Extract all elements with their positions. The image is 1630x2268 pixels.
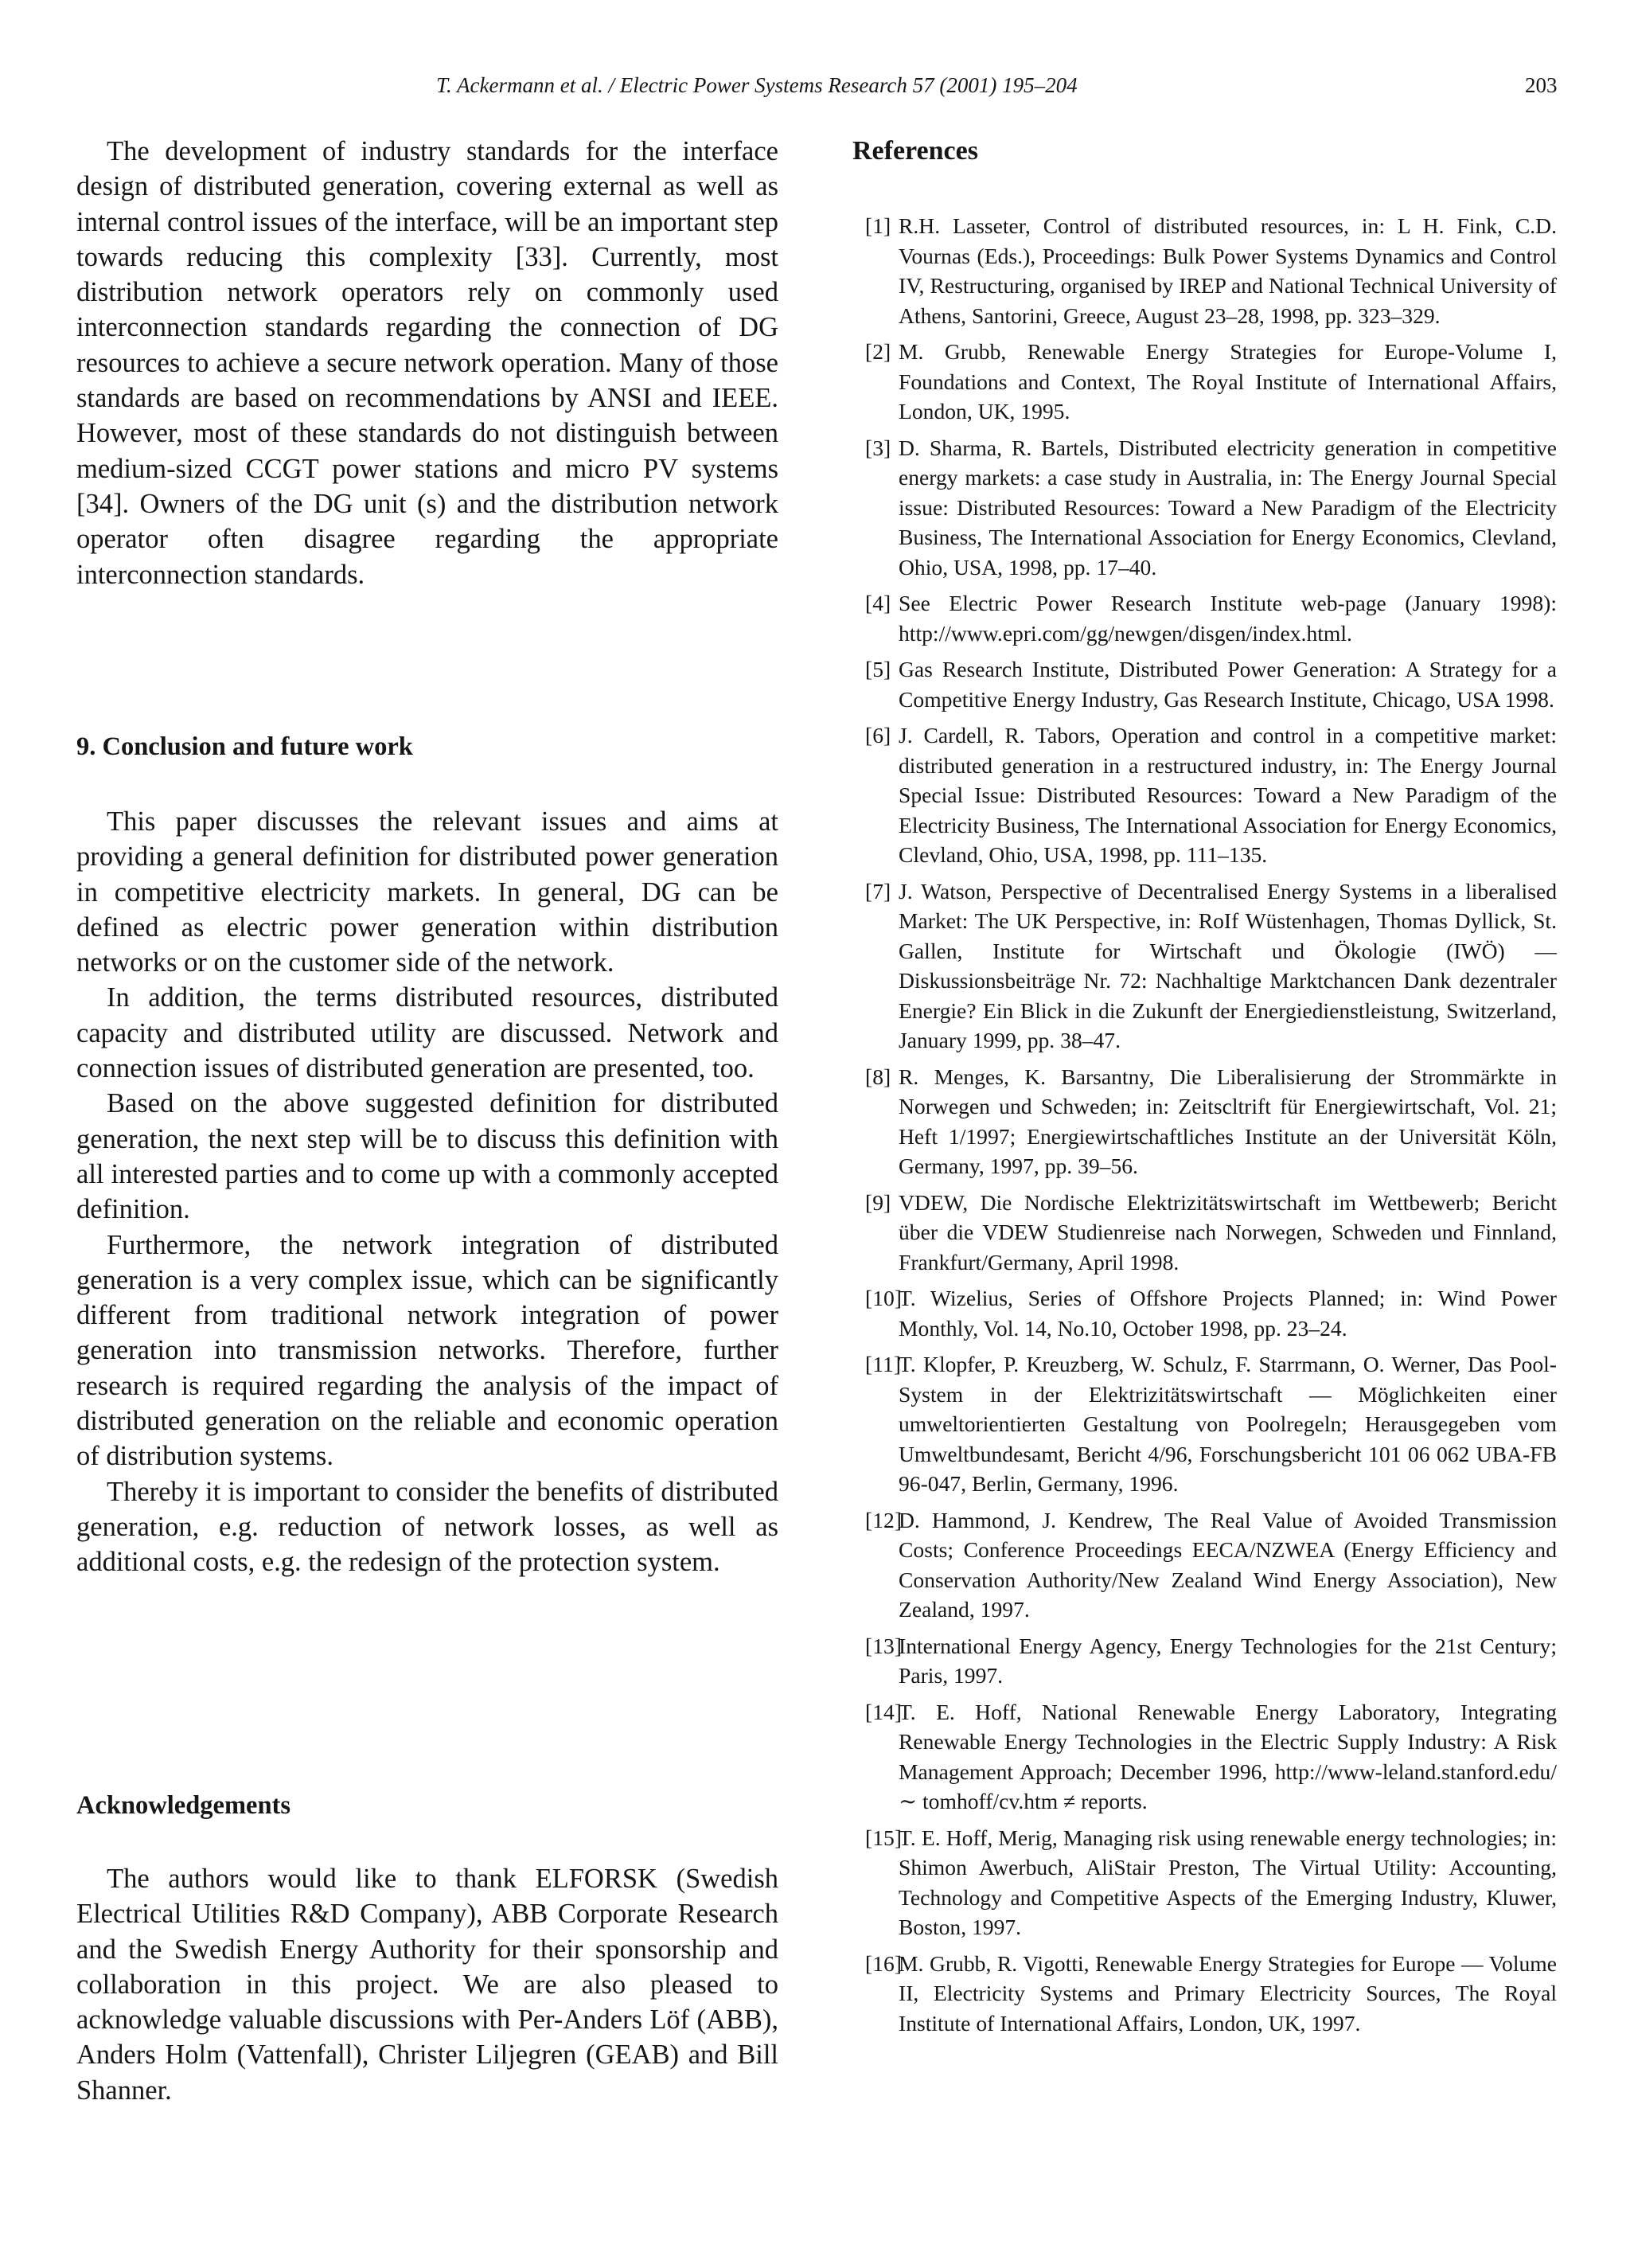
reference-number: [1]: [865, 213, 891, 238]
reference-number: [12]: [865, 1507, 902, 1532]
reference-number: [16]: [865, 1950, 902, 1976]
reference-number: [13]: [865, 1633, 902, 1658]
reference-text: M. Grubb, R. Vigotti, Renewable Energy Strategies for Europe — Volume II, Electricity Systems and Primary Electricity Sources, The Royal Institute of International Affairs, London, UK, 1997.: [899, 1950, 1557, 2036]
reference-item: [852, 211, 1557, 330]
reference-item: [852, 1505, 1557, 1625]
reference-text: VDEW, Die Nordische Elektrizitätswirtschaft im Wettbewerb; Bericht über die VDEW Studienreise nach Norwegen, Schweden und Finnland, Frankfurt/Germany, April 1998.: [899, 1189, 1557, 1275]
reference-item: [852, 337, 1557, 427]
reference-number: [7]: [865, 878, 891, 904]
conclusion-section: [76, 804, 778, 1580]
reference-number: [8]: [865, 1064, 891, 1089]
reference-number: [5]: [865, 657, 891, 681]
reference-item: [852, 1823, 1557, 1942]
reference-number: [6]: [865, 723, 891, 748]
conclusion-heading: 9. Conclusion and future work: [76, 732, 413, 761]
references-heading: References: [852, 136, 978, 166]
acknowledgements-paragraph: The authors would like to thank ELFORSK (Swedish Electrical Utilities R&D Company), ABB Corporate Research and the Swedish Energy Authority for their sponsorship and collaboration in this project. We are also pleased to acknowledge valuable discussions with Per-Anders Löf (ABB), Anders Holm (Vattenfall), Christer Liljegren (GEAB) and Bill Shanner.: [76, 1864, 778, 2106]
conclusion-paragraph: This paper discusses the relevant issues and aims at providing a general definition for distributed power generation in competitive electricity markets. In general, DG can be defined as electric power generation within distribution networks or on the customer side of the network.: [76, 806, 778, 978]
page-number: 203: [1525, 73, 1558, 97]
reference-number: [4]: [865, 591, 891, 615]
reference-text: R.H. Lasseter, Control of distributed resources, in: L H. Fink, C.D. Vournas (Eds.), Proceedings: Bulk Power Systems Dynamics and Control IV, Restructuring, organised by IREP and National Technical University of Athens, Santorini, Greece, August 23–28, 1998, pp. 323–329.: [899, 213, 1557, 328]
conclusion-paragraph: In addition, the terms distributed resources, distributed capacity and distributed utility are discussed. Network and connection issues of distributed generation are presented, too.: [76, 982, 778, 1084]
reference-text: J. Watson, Perspective of Decentralised Energy Systems in a liberalised Market: The UK Perspective, in: RoIf Wüstenhagen, Thomas Dyllick, St. Gallen, Institute for Wirtschaft und Ökologie (IWÖ) — Diskussionsbeiträge Nr. 72: Nachhaltige Marktchancen Dank dezentraler Energie? Ein Blick in die Zukunft der Energiedienstleistung, Switzerland, January 1999, pp. 38–47.: [899, 878, 1557, 1052]
reference-item: [852, 1283, 1557, 1343]
references-column: [852, 134, 1557, 2036]
conclusion-paragraph: Furthermore, the network integration of distributed generation is a very complex issue, which can be significantly different from traditional network integration of power generation into transmission networks. Therefore, further research is required regarding the analysis of the impact of distributed generation on the reliable and economic operation of distribution systems.: [76, 1229, 778, 1472]
running-header: [0, 73, 1630, 105]
reference-number: [14]: [865, 1699, 902, 1724]
reference-item: [852, 1062, 1557, 1181]
reference-text: D. Hammond, J. Kendrew, The Real Value of Avoided Transmission Costs; Conference Proceedings EECA/NZWEA (Energy Efficiency and Conservation Authority/New Zealand Wind Energy Association), New Zealand, 1997.: [899, 1507, 1557, 1622]
reference-item: [852, 720, 1557, 870]
reference-item: [852, 654, 1557, 714]
reference-item: [852, 1631, 1557, 1691]
reference-text: See Electric Power Research Institute web-page (January 1998): http://www.epri.com/gg/newgen/disgen/index.html.: [899, 591, 1557, 646]
reference-number: [2]: [865, 339, 891, 364]
reference-item: [852, 1188, 1557, 1278]
reference-item: [852, 1697, 1557, 1817]
reference-number: [9]: [865, 1189, 891, 1215]
reference-text: R. Menges, K. Barsantny, Die Liberalisierung der Strommärkte in Norwegen und Schweden; in: Zeitscltrift für Energiewirtschaft, Vol. 21; Heft 1/1997; Energiewirtschaftliches Institute an der Universität Köln, Germany, 1997, pp. 39–56.: [899, 1064, 1557, 1178]
reference-number: [3]: [865, 435, 891, 460]
reference-text: D. Sharma, R. Bartels, Distributed electricity generation in competitive energy markets: a case study in Australia, in: The Energy Journal Special issue: Distributed Resources: Toward a New Paradigm of the Electricity Business, The International Association for Energy Economics, Clevland, Ohio, USA, 1998, pp. 17–40.: [899, 435, 1557, 580]
reference-item: [852, 1949, 1557, 2039]
reference-text: M. Grubb, Renewable Energy Strategies for Europe-Volume I, Foundations and Context, The Royal Institute of International Affairs, London, UK, 1995.: [899, 339, 1557, 424]
conclusion-paragraph: Thereby it is important to consider the benefits of distributed generation, e.g. reduction of network losses, as well as additional costs, e.g. the redesign of the protection system.: [76, 1476, 778, 1578]
reference-text: T. Wizelius, Series of Offshore Projects Planned; in: Wind Power Monthly, Vol. 14, No.10, October 1998, pp. 23–24.: [899, 1286, 1557, 1341]
reference-text: T. Klopfer, P. Kreuzberg, W. Schulz, F. Starrmann, O. Werner, Das Pool-System in der Elektrizitätswirtschaft — Möglichkeiten einer umweltorientierten Gestaltung von Poolregeln; Herausgegeben vom Umweltbundesamt, Bericht 4/96, Forschungsbericht 101 06 062 UBA-FB 96-047, Berlin, Germany, 1996.: [899, 1352, 1557, 1496]
reference-item: [852, 588, 1557, 648]
reference-text: Gas Research Institute, Distributed Power Generation: A Strategy for a Competitive Energy Industry, Gas Research Institute, Chicago, USA 1998.: [899, 657, 1557, 712]
intro-paragraph: The development of industry standards for the interface design of distributed generation, covering external as well as internal control issues of the interface, will be an important step towards reducing this complexity [33]. Currently, most distribution network operators rely on commonly used interconnection standards regarding the connection of DG resources to achieve a secure network operation. Many of those standards are based on recommendations by ANSI and IEEE. However, most of these standards do not distinguish between medium-sized CCGT power stations and micro PV systems [34]. Owners of the DG unit (s) and the distribution network operator often disagree regarding the appropriate interconnection standards.: [76, 136, 778, 590]
journal-citation: T. Ackermann et al. / Electric Power Systems Research 57 (2001) 195–204: [436, 73, 1078, 97]
acknowledgements-heading: Acknowledgements: [76, 1791, 291, 1820]
reference-text: T. E. Hoff, National Renewable Energy Laboratory, Integrating Renewable Energy Technologies in the Electric Supply Industry: A Risk Management Approach; December 1996, http://www-leland.stanford.edu/ ∼ tomhoff/cv.htm ≠ reports.: [899, 1699, 1557, 1813]
reference-text: International Energy Agency, Energy Technologies for the 21st Century; Paris, 1997.: [899, 1633, 1557, 1688]
reference-number: [11]: [865, 1352, 901, 1376]
conclusion-paragraph: Based on the above suggested definition for distributed generation, the next step will be to discuss this definition with all interested parties and to come up with a commonly accepted definition.: [76, 1088, 778, 1225]
reference-text: T. E. Hoff, Merig, Managing risk using renewable energy technologies; in: Shimon Awerbuch, AliStair Preston, The Virtual Utility: Accounting, Technology and Competitive Aspects of the Emerging Industry, Kluwer, Boston, 1997.: [899, 1825, 1557, 1939]
reference-item: [852, 876, 1557, 1056]
reference-text: J. Cardell, R. Tabors, Operation and control in a competitive market: distributed generation in a restructured industry, in: The Energy Journal Special Issue: Distributed Resources: Toward a New Paradigm of the Electricity Business, The International Association for Energy Economics, Clevland, Ohio, USA, 1998, pp. 111–135.: [899, 723, 1557, 867]
reference-item: [852, 1349, 1557, 1499]
reference-item: [852, 433, 1557, 583]
reference-list: [852, 211, 1557, 2044]
reference-number: [10]: [865, 1286, 902, 1310]
reference-number: [15]: [865, 1825, 902, 1850]
